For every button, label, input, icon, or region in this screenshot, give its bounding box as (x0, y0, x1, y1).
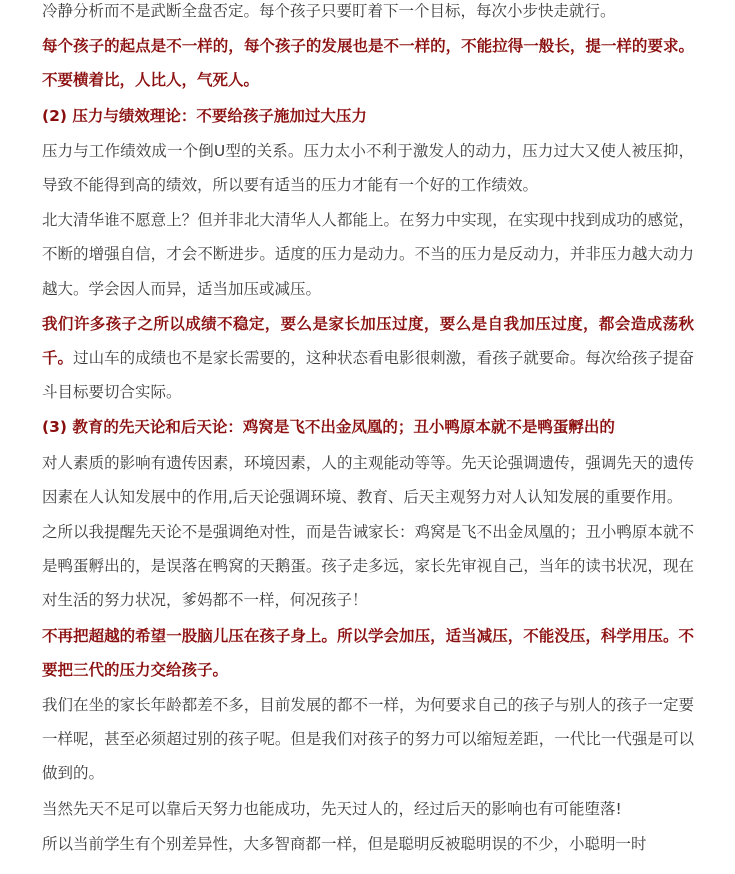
paragraph: 冷静分析而不是武断全盘否定。每个孩子只要盯着下一个目标，每次小步快走就行。 (42, 2, 616, 20)
paragraph: 所以当前学生有个别差异性，大多智商都一样，但是聪明反被聪明误的不少，小聪明一时 (42, 834, 647, 853)
emphasis-text: 我们许多孩子之所以成绩不稳定，要么是家长加压过度，要么是自我加压过度，都会造成荡秋千。 (42, 314, 694, 368)
section-heading-3: (3) 教育的先天论和后天论：鸡窝是飞不出金凤凰的；丑小鸭原本就不是鸭蛋孵出的 (42, 418, 615, 437)
article-body (42, 0, 694, 862)
paragraph-text: 过山车的成绩也不是家长需要的，这种状态看电影很刺激，看孩子就要命。每次给孩子提奋斗目标要切合实际。 (42, 349, 694, 402)
paragraph: 北大清华谁不愿意上？但并非北大清华人人都能上。在努力中实现，在实现中找到成功的感觉，不断的增强自信，才会不断进步。适度的压力是动力。不当的压力是反动力，并非压力越大动力越大。学会因人而异，适当加压或减压。 (42, 211, 694, 298)
emphasis-paragraph: 不再把超越的希望一股脑儿压在孩子身上。所以学会加压，适当减压，不能没压，科学用压。不要把三代的压力交给孩子。 (42, 626, 694, 679)
paragraph: 对人素质的影响有遗传因素，环境因素，人的主观能动等等。先天论强调遗传，强调先天的遗传因素在人认知发展中的作用,后天论强调环境、教育、后天主观努力对人认知发展的重要作用。 (42, 453, 694, 506)
paragraph: 我们在坐的家长年龄都差不多，目前发展的都不一样，为何要求自己的孩子与别人的孩子一定要一样呢，甚至必须超过别的孩子呢。但是我们对孩子的努力可以缩短差距，一代比一代强是可以做到的。 (42, 696, 694, 783)
paragraph: 当然先天不足可以靠后天努力也能成功，先天过人的，经过后天的影响也有可能堕落! (42, 799, 622, 818)
paragraph: 压力与工作绩效成一个倒U型的关系。压力太小不利于激发人的动力，压力过大又使人被压抑，导致不能得到高的绩效，所以要有适当的压力才能有一个好的工作绩效。 (42, 141, 694, 195)
paragraph: 之所以我提醒先天论不是强调绝对性，而是告诫家长：鸡窝是飞不出金凤凰的；丑小鸭原本就不是鸭蛋孵出的，是误落在鸭窝的天鹅蛋。孩子走多远，家长先审视自己，当年的读书状况，现在对生活的努力状况，爹妈都不一样，何况孩子！ (42, 523, 694, 610)
emphasis-paragraph: 每个孩子的起点是不一样的，每个孩子的发展也是不一样的，不能拉得一般长，提一样的要求。不要横着比，人比人，气死人。 (42, 37, 694, 90)
section-heading-2: (2) 压力与绩效理论：不要给孩子施加过大压力 (42, 106, 367, 125)
mixed-paragraph (42, 307, 694, 410)
